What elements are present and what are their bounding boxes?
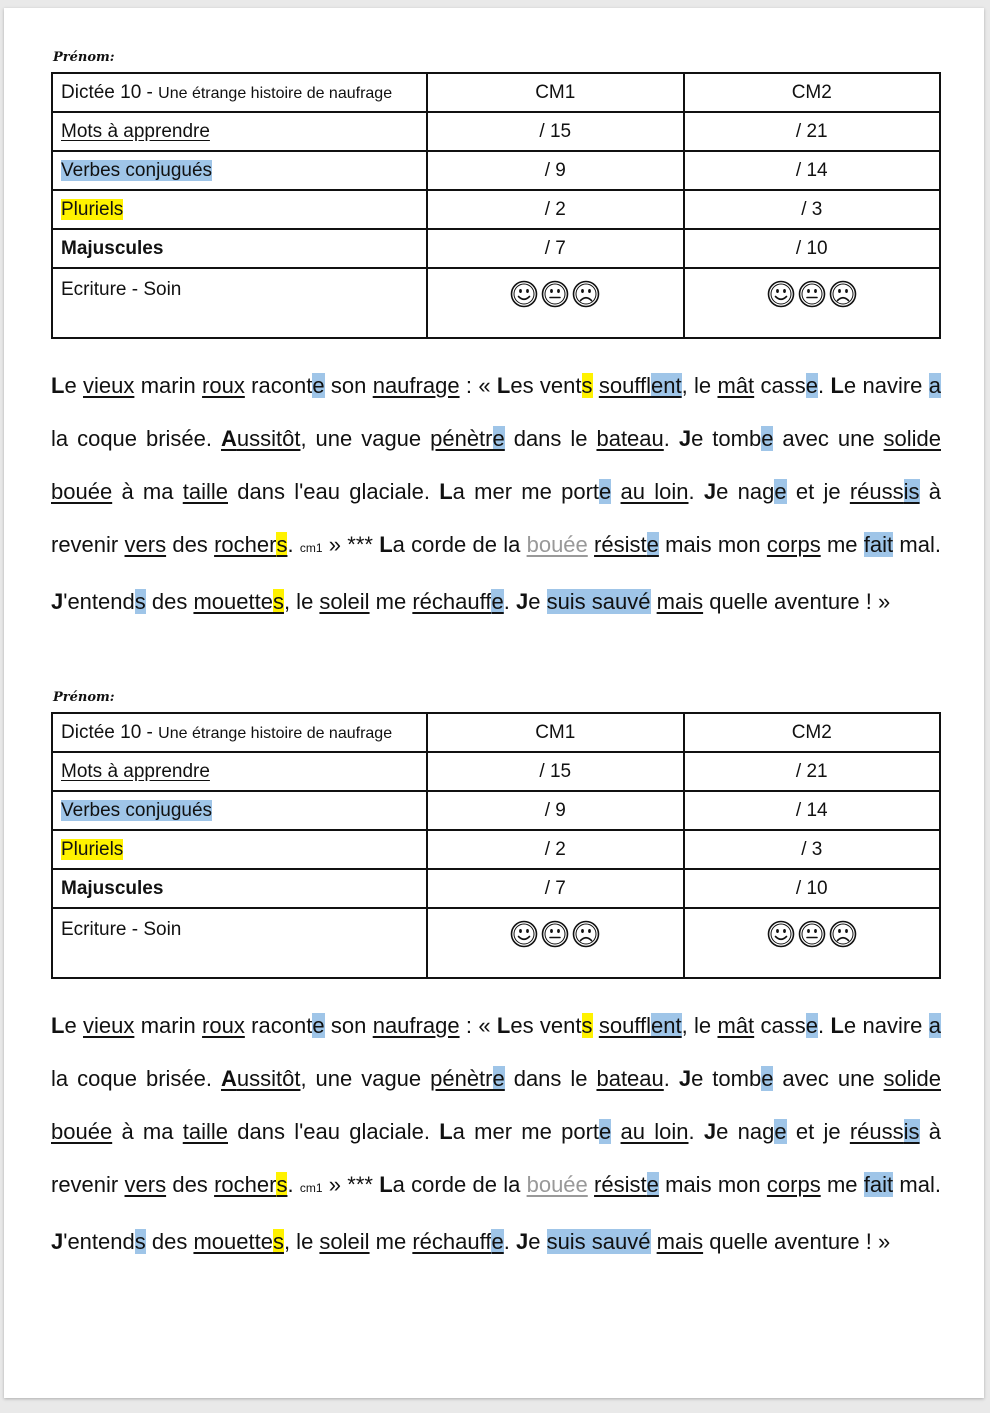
table-row <box>52 791 940 830</box>
dictation-subtitle: Une étrange histoire de naufrage <box>158 84 393 102</box>
dictee-word: mât <box>717 373 755 398</box>
scoring-table <box>51 712 941 979</box>
col-cm2-header: CM2 <box>684 73 941 112</box>
dictee-word: e <box>312 373 325 398</box>
row-label-cell <box>52 752 427 791</box>
dictee-word: corps <box>766 1172 821 1197</box>
dictee-word: rocher <box>214 532 277 557</box>
dictee-word: ussitôt <box>236 426 301 451</box>
table-title <box>52 713 427 752</box>
dictee-word: s <box>581 1013 593 1038</box>
dictee-word: réuss <box>849 1119 904 1144</box>
row-label-cell <box>52 151 427 190</box>
dictee-word: résist <box>594 532 647 557</box>
prenom-label: Prénom: <box>53 50 115 65</box>
dictee-word: cm1 <box>299 541 323 555</box>
dictee-word: e <box>646 532 659 557</box>
cm2-score: / 14 <box>684 151 941 190</box>
dictee-word: roux <box>202 1013 245 1038</box>
table-header-row <box>52 73 940 112</box>
dictee-word: L <box>439 1119 453 1144</box>
smiley-sad-icon <box>828 279 858 309</box>
table-row <box>52 869 940 908</box>
dictee-word: is <box>903 1119 920 1144</box>
dictee-word: solide <box>883 1066 941 1091</box>
dictee-word: s <box>276 532 288 557</box>
cm1-score: / 9 <box>427 791 684 830</box>
dictee-word: J <box>515 589 529 614</box>
cm2-score: / 21 <box>684 752 941 791</box>
cm2-faces-cell <box>684 908 941 978</box>
dictee-word: e <box>312 1013 325 1038</box>
cm2-score: / 14 <box>684 791 941 830</box>
dictee-word: a <box>928 1013 941 1038</box>
dictee-word: au loin <box>620 1119 689 1144</box>
row-label-cell <box>52 112 427 151</box>
smiley-sad-icon <box>571 279 601 309</box>
dictee-word: e <box>805 1013 818 1038</box>
row-label-cell <box>52 869 427 908</box>
dictee-word: fait <box>863 532 894 557</box>
dictee-word: ent <box>651 373 682 398</box>
cm2-score: / 3 <box>684 190 941 229</box>
row-label-pluriels: Pluriels <box>61 838 124 860</box>
dictee-word: e <box>761 1066 774 1091</box>
faces-group <box>509 279 601 309</box>
dictee-word: mouette <box>193 1229 273 1254</box>
smiley-sad-icon <box>828 919 858 949</box>
dictee-word: mais <box>656 589 704 614</box>
dictee-word: bouée <box>51 479 113 504</box>
dictee-word: soleil <box>319 589 370 614</box>
dictee-word: mais <box>656 1229 704 1254</box>
dictation-text: Le vieux marin roux raconte son naufrage : « Les vents soufflent, le mât casse. Le navire a la coque brisée. Aussitôt, une vague pénètre dans le bateau. Je tombe avec une solide bouée à ma taille dans l'eau glaciale. La mer me porte au loin. Je nage et je réussis à revenir vers des rochers. cm1 » *** La corde de la bouée résiste mais mon corps me fait mal. J'entends des mouettes, le soleil me réchauffe. Je suis sauvé mais quelle aventure ! » <box>51 1013 942 1254</box>
smiley-happy-icon <box>509 279 539 309</box>
cm2-score: / 10 <box>684 229 941 268</box>
dictee-word: L <box>51 1013 65 1038</box>
dictee-word: L <box>51 373 65 398</box>
worksheet-page <box>4 8 984 1398</box>
dictee-word: e <box>492 426 505 451</box>
table-row <box>52 752 940 791</box>
dictation-subtitle: Une étrange histoire de naufrage <box>158 724 393 742</box>
cm1-score: / 15 <box>427 112 684 151</box>
dictee-word: bouée <box>526 532 588 557</box>
dictee-word: J <box>515 1229 529 1254</box>
row-label-mots: Mots à apprendre <box>61 120 210 142</box>
dictee-word: taille <box>182 1119 228 1144</box>
dictee-word: bateau <box>596 426 664 451</box>
dictee-word: e <box>599 1119 612 1144</box>
dictee-word: J <box>678 1066 692 1091</box>
smiley-neutral-icon <box>540 279 570 309</box>
table-row <box>52 112 940 151</box>
dictee-word: bateau <box>596 1066 664 1091</box>
cm1-score: / 15 <box>427 752 684 791</box>
dictee-word: e <box>492 1066 505 1091</box>
dictee-word: résist <box>594 1172 647 1197</box>
dictee-word: fait <box>863 1172 894 1197</box>
dictee-word: L <box>830 1013 844 1038</box>
row-label-ecriture: Ecriture - Soin <box>52 268 427 338</box>
dictee-word: e <box>646 1172 659 1197</box>
row-label-cell <box>52 229 427 268</box>
cm2-score: / 3 <box>684 830 941 869</box>
dictee-word: L <box>439 479 453 504</box>
cm1-score: / 2 <box>427 190 684 229</box>
dictee-word: J <box>703 479 717 504</box>
scoring-table <box>51 72 941 339</box>
dictee-word: e <box>491 1229 504 1254</box>
dictee-word: solide <box>883 426 941 451</box>
smiley-happy-icon <box>766 919 796 949</box>
dictee-word: e <box>599 479 612 504</box>
dictee-word: mouette <box>193 589 273 614</box>
dictation-sheet-2 <box>51 688 941 1268</box>
dictee-word: a <box>928 373 941 398</box>
dictee-word: s <box>134 1229 146 1254</box>
smiley-neutral-icon <box>797 279 827 309</box>
dictee-word: L <box>379 1172 393 1197</box>
table-row <box>52 268 940 338</box>
dictee-word: A <box>220 426 237 451</box>
dictee-word: suis sauvé <box>546 589 651 614</box>
row-label-verbes: Verbes conjugués <box>61 799 213 821</box>
dictee-word: pénètr <box>430 426 493 451</box>
dictee-word: vers <box>124 532 167 557</box>
dictee-word: e <box>491 589 504 614</box>
prenom-label: Prénom: <box>53 690 115 705</box>
dictee-word: e <box>774 479 787 504</box>
dictee-word: ussitôt <box>236 1066 301 1091</box>
dictee-word: L <box>830 373 844 398</box>
dictee-word: J <box>51 1229 64 1254</box>
dictee-word: taille <box>182 479 228 504</box>
table-row <box>52 190 940 229</box>
dictee-word: souffl <box>598 1013 652 1038</box>
row-label-ecriture: Ecriture - Soin <box>52 908 427 978</box>
col-cm1-header: CM1 <box>427 73 684 112</box>
faces-group <box>766 919 858 949</box>
dictee-word: rocher <box>214 1172 277 1197</box>
dictee-word: pénètr <box>430 1066 493 1091</box>
dictation-sheet-1 <box>51 48 941 628</box>
dictee-word: e <box>774 1119 787 1144</box>
cm1-score: / 7 <box>427 869 684 908</box>
dictee-word: s <box>272 1229 284 1254</box>
row-label-cell <box>52 830 427 869</box>
smiley-happy-icon <box>766 279 796 309</box>
dictee-word: s <box>134 589 146 614</box>
table-row <box>52 908 940 978</box>
dictee-word: bouée <box>51 1119 113 1144</box>
dictee-word: naufrage <box>372 1013 460 1038</box>
dictee-word: bouée <box>526 1172 588 1197</box>
faces-group <box>509 919 601 949</box>
row-label-mots: Mots à apprendre <box>61 760 210 782</box>
dictee-word: J <box>703 1119 717 1144</box>
row-label-cell <box>52 791 427 830</box>
smiley-neutral-icon <box>797 919 827 949</box>
dictee-word: soleil <box>319 1229 370 1254</box>
table-header-row <box>52 713 940 752</box>
dictation-number: Dictée 10 - <box>61 81 159 103</box>
dictee-word: A <box>220 1066 237 1091</box>
dictee-word: corps <box>766 532 821 557</box>
dictee-word: e <box>805 373 818 398</box>
dictee-word: naufrage <box>372 373 460 398</box>
table-row <box>52 229 940 268</box>
dictee-word: vieux <box>83 1013 135 1038</box>
dictee-word: L <box>496 1013 511 1038</box>
dictee-word: vieux <box>83 373 135 398</box>
dictee-word: réuss <box>849 479 904 504</box>
cm1-faces-cell <box>427 908 684 978</box>
cm2-faces-cell <box>684 268 941 338</box>
dictation-number: Dictée 10 - <box>61 721 159 743</box>
row-label-verbes: Verbes conjugués <box>61 159 213 181</box>
dictee-word: au loin <box>620 479 689 504</box>
cm1-faces-cell <box>427 268 684 338</box>
dictee-word: s <box>581 373 593 398</box>
dictee-word: suis sauvé <box>546 1229 651 1254</box>
col-cm2-header: CM2 <box>684 713 941 752</box>
dictee-word: réchauff <box>412 589 492 614</box>
row-label-majuscules: Majuscules <box>61 237 164 259</box>
dictee-word: cm1 <box>299 1181 323 1195</box>
row-label-pluriels: Pluriels <box>61 198 124 220</box>
dictee-word: L <box>379 532 393 557</box>
dictee-word: J <box>51 589 64 614</box>
dictee-word: ent <box>651 1013 682 1038</box>
dictee-word: mât <box>717 1013 755 1038</box>
dictee-word: roux <box>202 373 245 398</box>
table-row <box>52 830 940 869</box>
table-title <box>52 73 427 112</box>
dictee-word: s <box>276 1172 288 1197</box>
dictee-word: is <box>903 479 920 504</box>
row-label-majuscules: Majuscules <box>61 877 164 899</box>
cm1-score: / 2 <box>427 830 684 869</box>
col-cm1-header: CM1 <box>427 713 684 752</box>
dictee-word: J <box>678 426 692 451</box>
table-row <box>52 151 940 190</box>
dictation-text: Le vieux marin roux raconte son naufrage : « Les vents soufflent, le mât casse. Le navire a la coque brisée. Aussitôt, une vague pénètre dans le bateau. Je tombe avec une solide bouée à ma taille dans l'eau glaciale. La mer me porte au loin. Je nage et je réussis à revenir vers des rochers. cm1 » *** La corde de la bouée résiste mais mon corps me fait mal. J'entends des mouettes, le soleil me réchauffe. Je suis sauvé mais quelle aventure ! » <box>51 373 942 614</box>
dictee-word: souffl <box>598 373 652 398</box>
smiley-happy-icon <box>509 919 539 949</box>
smiley-neutral-icon <box>540 919 570 949</box>
dictee-word: réchauff <box>412 1229 492 1254</box>
cm2-score: / 21 <box>684 112 941 151</box>
dictee-word: vers <box>124 1172 167 1197</box>
faces-group <box>766 279 858 309</box>
smiley-sad-icon <box>571 919 601 949</box>
dictee-word: s <box>272 589 284 614</box>
cm1-score: / 7 <box>427 229 684 268</box>
row-label-cell <box>52 190 427 229</box>
cm1-score: / 9 <box>427 151 684 190</box>
cm2-score: / 10 <box>684 869 941 908</box>
dictee-word: L <box>496 373 511 398</box>
dictee-word: e <box>761 426 774 451</box>
